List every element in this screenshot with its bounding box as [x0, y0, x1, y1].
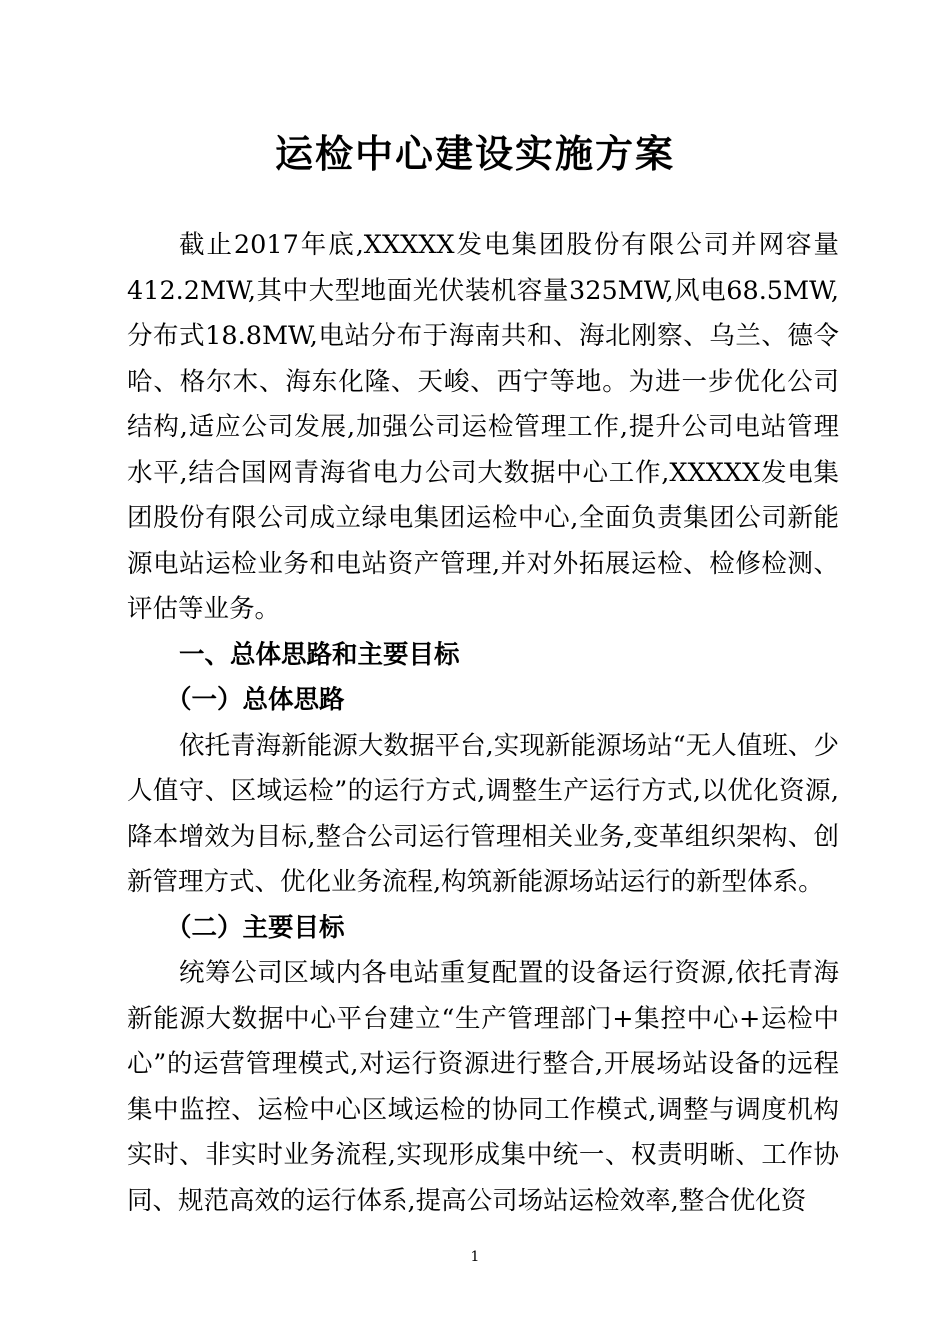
section-heading-overall: 一、总体思路和主要目标 [179, 639, 460, 670]
subsection-heading-goals: （二）主要目标 [166, 912, 345, 943]
page-number: 1 [470, 1249, 480, 1265]
intro-paragraph: 截止2017年底,XXXXX发电集团股份有限公司并网容量412.2MW,其中大型地面光伏装机容量325MW,风电68.5MW,分布式18.8MW,电站分布于海南共和、海北刚察、乌兰、德令哈、格尔木、海东化隆、天峻、西宁等地。为进一步优化公司结构,适应公司发展,加强公司运检管理工作,提升公司电站管理水平,结合国网青海省电力公司大数据中心工作,XXXXX发电集团股份有限公司成立绿电集团运检中心,全面负责集团公司新能源电站运检业务和电站资产管理,并对外拓展运检、检修检测、评估等业务。 [127, 230, 839, 624]
subsection-heading-approach: （一）总体思路 [166, 685, 345, 715]
document-body [127, 223, 839, 1224]
goals-paragraph: 统筹公司区域内各电站重复配置的设备运行资源,依托青海新能源大数据中心平台建立“生产管理部门+集控中心+运检中心”的运营管理模式,对运行资源进行整合,开展场站设备的远程集中监控、运检中心区域运检的协同工作模式,调整与调度机构实时、非实时业务流程,实现形成集中统一、权责明晰、工作协同、规范高效的运行体系,提高公司场站运检效率,整合优化资 [127, 958, 839, 1216]
document-title: 运检中心建设实施方案 [274, 131, 675, 176]
approach-paragraph: 依托青海新能源大数据平台,实现新能源场站“无人值班、少人值守、区域运检”的运行方式,调整生产运行方式,以优化资源,降本增效为目标,整合公司运行管理相关业务,变革组织架构、创新管理方式、优化业务流程,构筑新能源场站运行的新型体系。 [127, 730, 839, 897]
